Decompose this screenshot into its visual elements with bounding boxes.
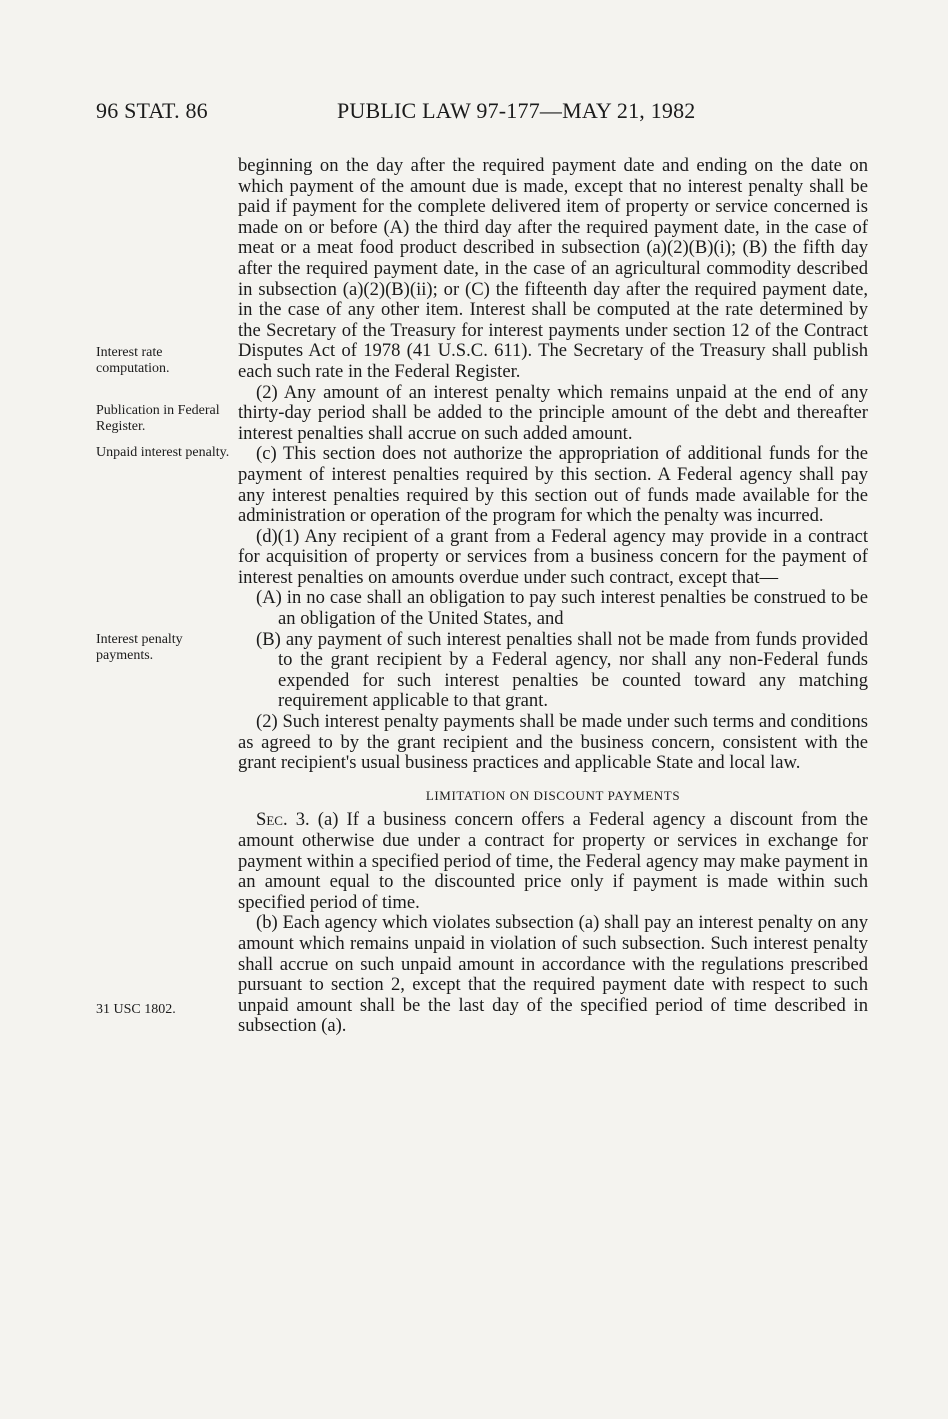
- subparagraph-a: (A) in no case shall an obligation to pay such interest penalties be construed to be an obligation of the United States, and: [256, 587, 868, 630]
- margin-note-interest-rate: Interest rate computation.: [96, 345, 170, 376]
- paragraph-sec3-a: [238, 810, 868, 913]
- margin-note-penalty-payments: Interest penalty payments.: [96, 632, 183, 663]
- paragraph-sec3-b: (b) Each agency which violates subsection (a) shall pay an interest penalty on any amount which remains unpaid in violation of such subsection. Such interest penalty shall accrue on such unpaid amount in accordance with the regulations prescribed pursuant to section 2, except that the required payment date with respect to such unpaid amount shall be the last day of the specified period of time described in subsection (a).: [238, 912, 868, 1037]
- page-stat-citation: 96 STAT. 86: [96, 98, 208, 123]
- margin-note-federal-register: Publication in Federal Register.: [96, 403, 220, 434]
- section-heading-discount: LIMITATION ON DISCOUNT PAYMENTS: [425, 787, 681, 803]
- paragraph-c-appropriation: (c) This section does not authorize the appropriation of additional funds for the payment of interest penalties required by this section. A Federal agency shall pay any interest penalties required by this section out of funds made available for the administration or operation of the program for which the penalty was incurred.: [238, 443, 868, 527]
- statute-body: [238, 156, 868, 1037]
- paragraph-d2-terms: (2) Such interest penalty payments shall be made under such terms and conditions as agreed to by the grant recipient and the business concern, consistent with the grant recipient's usual business practices and applicable State and local law.: [238, 711, 868, 774]
- margin-note-unpaid-penalty: Unpaid interest penalty.: [96, 445, 230, 460]
- paragraph-unpaid-penalty: (2) Any amount of an interest penalty which remains unpaid at the end of any thirty-day period shall be added to the principle amount of the debt and thereafter interest penalties shall accrue on such added amount.: [238, 381, 868, 444]
- margin-note-usc-citation: 31 USC 1802.: [96, 1002, 176, 1017]
- paragraph-continuation: beginning on the day after the required payment date and ending on the date on which payment of the amount due is made, except that no interest penalty shall be paid if payment for the complete delivered item of property or service concerned is made on or before (A) the third day after the required payment date, in the case of meat or a meat food product described in subsection (a)(2)(B)(i); (B) the fifth day after the required payment date, in the case of an agricultural commodity described in subsection (a)(2)(B)(ii); or (C) the fifteenth day after the required payment date, in the case of any other item. Interest shall be computed at the rate determined by the Secretary of the Treasury for interest payments under section 12 of the Contract Disputes Act of 1978 (41 U.S.C. 611). The Secretary of the Treasury shall publish each such rate in the Federal Register.: [238, 155, 868, 382]
- page-running-title: PUBLIC LAW 97-177—MAY 21, 1982: [337, 98, 696, 123]
- paragraph-d1-grant-recipient: (d)(1) Any recipient of a grant from a Federal agency may provide in a contract for acquisition of property or services from a business concern for the payment of interest penalties on amounts overdue under such contract, except that—: [238, 525, 868, 588]
- sec3-a-text: (a) If a business concern offers a Federal agency a discount from the amount otherwise due under a contract for property or services in exchange for payment within a specified period of time, the Federal agency may make payment in an amount equal to the discounted price only if payment is made within such specified period of time.: [238, 809, 868, 913]
- section-number: Sec. 3.: [256, 809, 310, 831]
- subparagraph-b: (B) any payment of such interest penalties shall not be made from funds provided to the grant recipient by a Federal agency, nor shall any non-Federal funds expended for such interest penalties be counted toward any matching requirement applicable to that grant.: [256, 628, 868, 712]
